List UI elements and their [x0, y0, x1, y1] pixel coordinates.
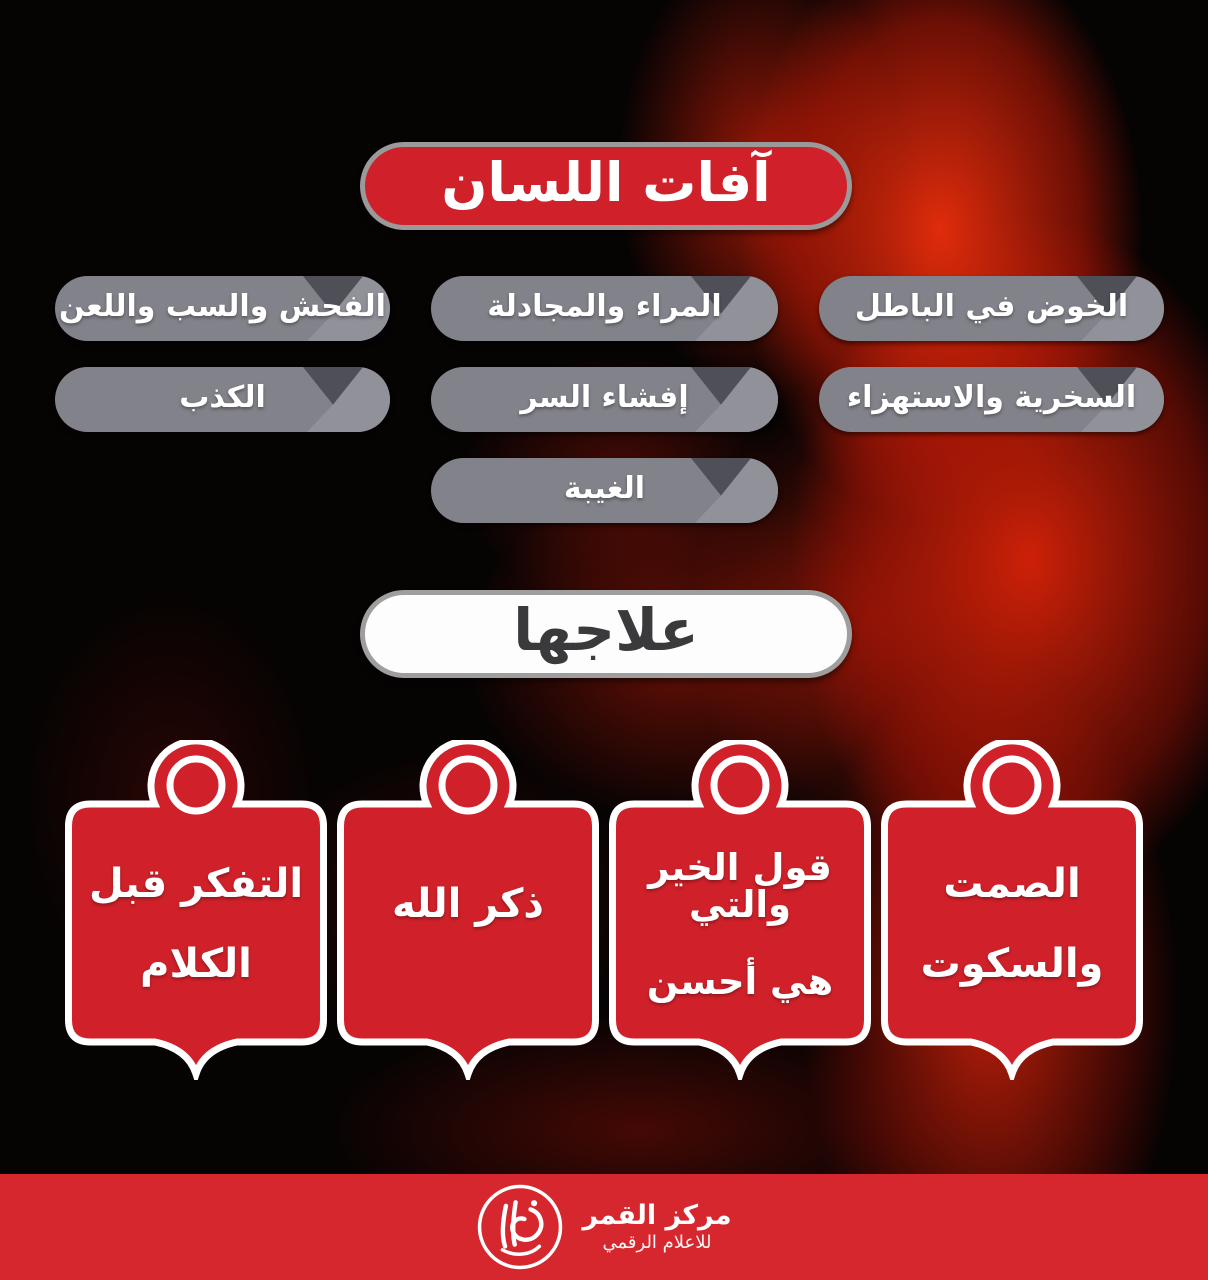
remedies-row [65, 740, 1143, 1080]
affliction-label: الفحش والسب واللعن [59, 288, 386, 324]
affliction-pill-mira [431, 276, 778, 341]
remedy-line: الصمت [943, 861, 1081, 907]
org-name: مركز القمر [582, 1200, 732, 1231]
affliction-pill-ghiba [431, 458, 778, 523]
title-banner [360, 142, 852, 230]
remedy-text [621, 812, 859, 1036]
remedy-line: والسكوت [920, 941, 1104, 987]
affliction-pill-kadhib [55, 367, 390, 432]
remedy-line: ذكر الله [392, 881, 544, 927]
logo-lockup [476, 1183, 731, 1271]
arrow-chevron-icon [658, 458, 778, 523]
affliction-label: الخوض في الباطل [854, 288, 1129, 324]
remedy-line: التفكر قبل [88, 861, 304, 907]
remedy-card-qawl-khayr [609, 740, 871, 1080]
remedy-line: الكلام [140, 941, 252, 987]
affliction-pill-sukhriya [819, 367, 1164, 432]
affliction-pill-khawd [819, 276, 1164, 341]
org-tagline: للاعلام الرقمي [602, 1232, 712, 1254]
footer-band [0, 1174, 1208, 1280]
cure-banner [360, 590, 852, 678]
affliction-label: الكذب [179, 379, 266, 415]
remedy-text [893, 812, 1131, 1036]
affliction-label: المراء والمجادلة [487, 288, 722, 324]
cure-heading: علاجها [513, 596, 699, 664]
remedy-card-samt [881, 740, 1143, 1080]
remedy-line: هي أحسن [646, 959, 834, 1003]
remedy-card-dhikr [337, 740, 599, 1080]
page-title: آفات اللسان [441, 151, 771, 214]
affliction-label: إفشاء السر [520, 379, 689, 415]
remedy-line: قول الخير والتي [648, 845, 832, 926]
affliction-pill-fuhsh [55, 276, 390, 341]
arrow-chevron-icon [270, 367, 390, 432]
afflictions-grid [55, 276, 1164, 523]
remedy-text [77, 812, 315, 1036]
qamar-logo-icon [476, 1183, 564, 1271]
remedy-card-tafakkur [65, 740, 327, 1080]
remedy-text [349, 812, 587, 1036]
affliction-pill-ifsha [431, 367, 778, 432]
affliction-label: السخرية والاستهزاء [846, 379, 1137, 415]
affliction-label: الغيبة [563, 470, 646, 506]
logo-text [582, 1200, 731, 1254]
